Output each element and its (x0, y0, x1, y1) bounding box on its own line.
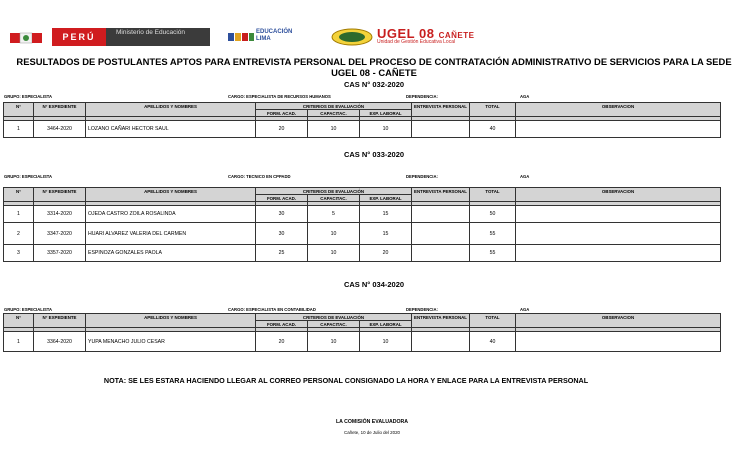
drelm-mark-icon (228, 31, 254, 43)
peru-emblem-icon (10, 31, 46, 45)
col-expediente: N° EXPEDIENTE (34, 103, 86, 117)
document-date: Cañete, 10 de Julio del 2020 (344, 430, 400, 435)
cell-nombre: ESPINOZA GONZALES PAOLA (86, 245, 256, 262)
peru-label: PERÚ (52, 28, 106, 46)
col-total: TOTAL (470, 188, 516, 202)
cell-total: 40 (470, 332, 516, 352)
ugel-city: CAÑETE (438, 31, 475, 40)
cell-entrevista (412, 206, 470, 223)
cell-exp-laboral: 10 (360, 332, 412, 352)
logos-header (0, 28, 748, 48)
ugel-subtitle: Unidad de Gestión Educativa Local (377, 39, 456, 45)
col-observacion: OBSERVACION (516, 188, 721, 202)
cell-expediente: 3464-2020 (34, 121, 86, 138)
col-exp-laboral: EXP. LABORAL (360, 321, 412, 328)
col-form-acad: FORM. ACAD. (256, 321, 308, 328)
table-row (4, 245, 721, 262)
grupo-label: GRUPO: ESPECIALISTA (4, 94, 53, 99)
col-capacitac: CAPACITAC. (308, 195, 360, 202)
col-exp-laboral: EXP. LABORAL (360, 110, 412, 117)
cell-n: 2 (4, 223, 34, 245)
cell-form-acad: 30 (256, 223, 308, 245)
table-row (4, 332, 721, 352)
col-n: N° (4, 314, 34, 328)
col-capacitac: CAPACITAC. (308, 110, 360, 117)
cell-form-acad: 20 (256, 332, 308, 352)
cell-nombre: YUPA MENACHO JULIO CESAR (86, 332, 256, 352)
section-meta-033 (0, 174, 748, 182)
results-table-032 (3, 102, 721, 138)
cell-entrevista (412, 223, 470, 245)
cell-observacion (516, 332, 721, 352)
cell-capacitac: 5 (308, 206, 360, 223)
cell-total: 40 (470, 121, 516, 138)
cell-expediente: 3364-2020 (34, 332, 86, 352)
cell-nombre: HUARI ALVAREZ VALERIA DEL CARMEN (86, 223, 256, 245)
cell-capacitac: 10 (308, 245, 360, 262)
col-entrevista: ENTREVISTA PERSONAL (412, 314, 470, 328)
col-entrevista: ENTREVISTA PERSONAL (412, 103, 470, 117)
table-row (4, 121, 721, 138)
ugel-seal-icon (331, 28, 373, 46)
grupo-label: GRUPO: ESPECIALISTA (4, 174, 53, 179)
col-expediente: N° EXPEDIENTE (34, 188, 86, 202)
col-expediente: N° EXPEDIENTE (34, 314, 86, 328)
cargo-label: CARGO: ESPECIALISTA EN CONTABILIDAD (228, 307, 316, 312)
dependencia-label: DEPENDENCIA: (406, 94, 438, 99)
grupo-label: GRUPO: ESPECIALISTA (4, 307, 53, 312)
col-form-acad: FORM. ACAD. (256, 110, 308, 117)
cell-exp-laboral: 15 (360, 206, 412, 223)
cell-total: 55 (470, 223, 516, 245)
col-total: TOTAL (470, 314, 516, 328)
cell-observacion (516, 206, 721, 223)
col-entrevista: ENTREVISTA PERSONAL (412, 188, 470, 202)
cell-exp-laboral: 15 (360, 223, 412, 245)
dependencia-label: DEPENDENCIA: (406, 307, 438, 312)
cell-entrevista (412, 121, 470, 138)
cell-entrevista (412, 332, 470, 352)
cargo-label: CARGO: TECNICO EN CPPADD (228, 174, 291, 179)
col-capacitac: CAPACITAC. (308, 321, 360, 328)
cell-exp-laboral: 10 (360, 121, 412, 138)
cell-n: 3 (4, 245, 34, 262)
col-nombres: APELLIDOS Y NOMBRES (86, 188, 256, 202)
cell-expediente: 3314-2020 (34, 206, 86, 223)
cas-number-034: CAS N° 034-2020 (343, 280, 405, 289)
area-label: AGA (520, 94, 530, 99)
cas-number-033: CAS N° 033-2020 (343, 150, 405, 159)
cell-observacion (516, 245, 721, 262)
cell-observacion (516, 121, 721, 138)
cell-capacitac: 10 (308, 121, 360, 138)
results-table-034 (3, 313, 721, 352)
col-n: N° (4, 103, 34, 117)
col-total: TOTAL (470, 103, 516, 117)
section-meta-032 (0, 94, 748, 102)
col-nombres: APELLIDOS Y NOMBRES (86, 103, 256, 117)
col-form-acad: FORM. ACAD. (256, 195, 308, 202)
cell-form-acad: 30 (256, 206, 308, 223)
cell-nombre: OJEDA CASTRO ZOILA ROSALINDA (86, 206, 256, 223)
cell-form-acad: 20 (256, 121, 308, 138)
cell-total: 55 (470, 245, 516, 262)
cell-n: 1 (4, 121, 34, 138)
drelm-logo (228, 29, 304, 45)
cell-entrevista (412, 245, 470, 262)
cell-n: 1 (4, 332, 34, 352)
col-criterios: CRITERIOS DE EVALUACIÓN (256, 103, 412, 110)
col-exp-laboral: EXP. LABORAL (360, 195, 412, 202)
table-row (4, 206, 721, 223)
commission-signature: LA COMISIÓN EVALUADORA (335, 419, 409, 425)
table-row (4, 223, 721, 245)
cell-n: 1 (4, 206, 34, 223)
dependencia-label: DEPENDENCIA: (406, 174, 438, 179)
interview-note: NOTA: SE LES ESTARA HACIENDO LLEGAR AL CORREO PERSONAL CONSIGNADO LA HORA Y ENLACE PARA LA ENTREVISTA PERSONAL (103, 376, 589, 385)
cas-number-032: CAS N° 032-2020 (343, 80, 405, 89)
col-nombres: APELLIDOS Y NOMBRES (86, 314, 256, 328)
cell-expediente: 3347-2020 (34, 223, 86, 245)
cell-observacion (516, 223, 721, 245)
col-observacion: OBSERVACION (516, 314, 721, 328)
cargo-label: CARGO: ESPECIALISTA DE RECURSOS HUMANOS (228, 94, 331, 99)
area-label: AGA (520, 307, 530, 312)
cell-capacitac: 10 (308, 223, 360, 245)
col-criterios: CRITERIOS DE EVALUACIÓN (256, 188, 412, 195)
col-n: N° (4, 188, 34, 202)
ministry-label: Ministerio de Educación (106, 28, 210, 46)
cell-form-acad: 25 (256, 245, 308, 262)
ugel-name-main: UGEL 08 (377, 26, 435, 41)
document-title: RESULTADOS DE POSTULANTES APTOS PARA ENTREVISTA PERSONAL DEL PROCESO DE CONTRATACIÓN ADMINISTRATIVO DE SERVICIOS PARA LA SEDE UGEL 08 - CAÑETE (16, 56, 732, 78)
results-table-033 (3, 187, 721, 262)
cell-total: 50 (470, 206, 516, 223)
area-label: AGA (520, 174, 530, 179)
drelm-label: EDUCACIÓN LIMA (256, 29, 293, 42)
cell-nombre: LOZANO CAÑARI HECTOR SAUL (86, 121, 256, 138)
col-observacion: OBSERVACION (516, 103, 721, 117)
cell-capacitac: 10 (308, 332, 360, 352)
cell-exp-laboral: 20 (360, 245, 412, 262)
cell-expediente: 3357-2020 (34, 245, 86, 262)
col-criterios: CRITERIOS DE EVALUACIÓN (256, 314, 412, 321)
